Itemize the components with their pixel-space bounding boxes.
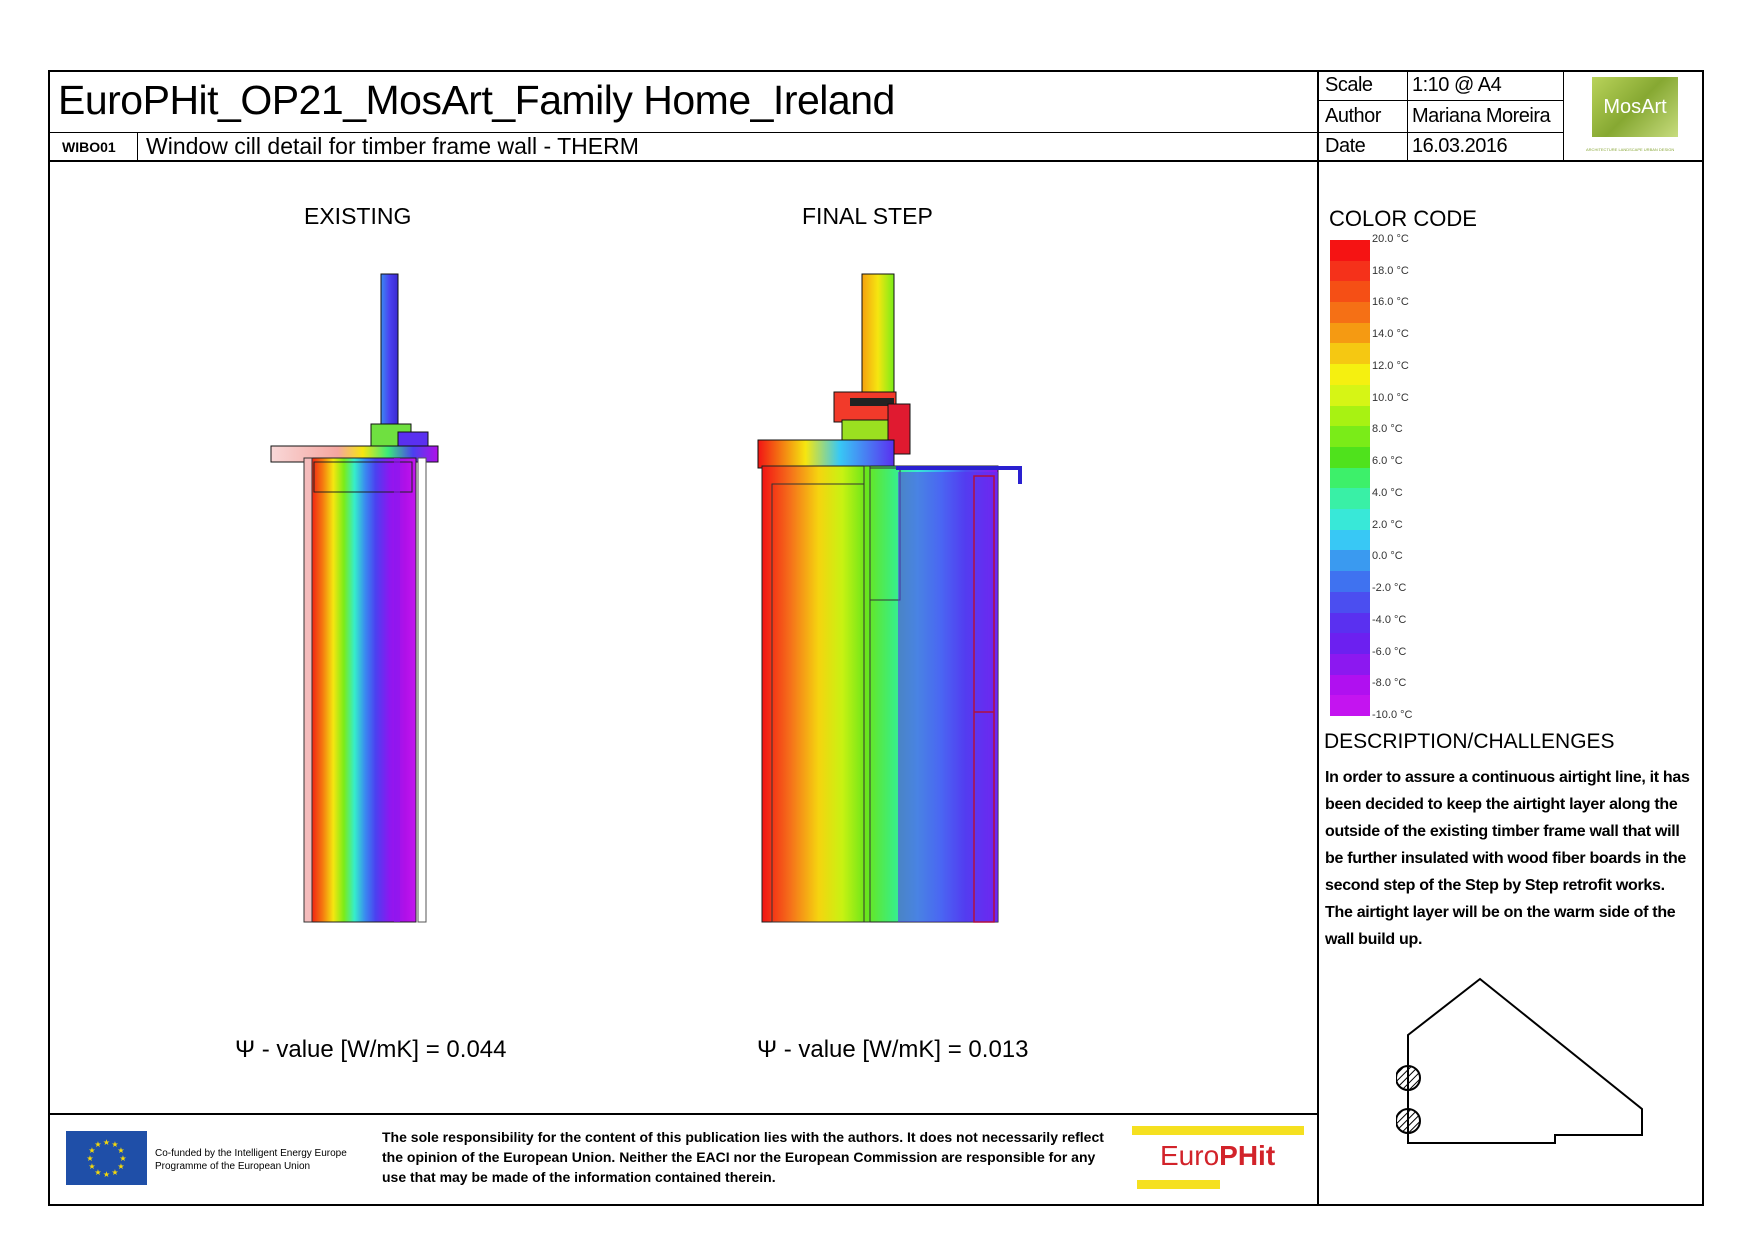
color-scale-band (1330, 343, 1370, 364)
building-key-diagram (1396, 975, 1656, 1180)
svg-text:★: ★ (111, 1140, 119, 1149)
author-value: Mariana Moreira (1412, 105, 1551, 127)
scale-value: 1:10 @ A4 (1412, 74, 1502, 96)
color-scale-band (1330, 550, 1370, 571)
final-step-psi-value: Ψ - value [W/mK] = 0.013 (757, 1036, 1029, 1063)
color-scale-band (1330, 509, 1370, 530)
europhit-bar-top (1132, 1126, 1304, 1135)
color-scale-band (1330, 281, 1370, 302)
scale-label: Scale (1325, 74, 1373, 96)
existing-psi-value: Ψ - value [W/mK] = 0.044 (235, 1036, 507, 1063)
final-step-therm-image (738, 272, 1068, 937)
color-scale-band (1330, 675, 1370, 696)
eu-cofunded-text: Co-funded by the Intelligent Energy Europe Programme of the European Union (155, 1148, 347, 1172)
svg-text:★: ★ (94, 1168, 102, 1177)
color-scale-tick-label: 4.0 °C (1372, 486, 1403, 499)
color-scale-band (1330, 613, 1370, 634)
color-scale-tick-label: 8.0 °C (1372, 423, 1403, 436)
color-code-heading: COLOR CODE (1329, 206, 1477, 231)
existing-therm-image (268, 272, 448, 932)
eu-stars-icon (66, 1131, 147, 1185)
detail-marker-1 (1396, 1066, 1420, 1090)
color-scale-tick-label: -10.0 °C (1372, 709, 1413, 721)
logo-col-line (1563, 70, 1564, 161)
color-scale-bar (1330, 240, 1370, 716)
color-scale-tick-label: 20.0 °C (1372, 233, 1409, 245)
color-scale-tick-label: 18.0 °C (1372, 264, 1409, 277)
color-scale-band (1330, 488, 1370, 509)
meta-row-line-1 (1317, 100, 1563, 101)
disclaimer-text: The sole responsibility for the content of this publication lies with the authors. It does not necessarily reflect the opinion of the European Union. Neither the EACI nor the European Commission are responsible for any use that may be made of the information contained therein. (382, 1129, 1104, 1185)
color-scale-tick-label: 12.0 °C (1372, 359, 1409, 372)
color-scale-band (1330, 695, 1370, 716)
building-outline (1408, 979, 1642, 1143)
svg-text:★: ★ (117, 1146, 125, 1155)
author-label: Author (1325, 105, 1381, 127)
color-scale-tick-label: 16.0 °C (1372, 296, 1409, 309)
color-scale-band (1330, 571, 1370, 592)
final-step-heading: FINAL STEP (802, 203, 933, 229)
color-scale-band (1330, 240, 1370, 261)
code-col-line (137, 132, 138, 161)
color-scale-band (1330, 447, 1370, 468)
color-scale-band (1330, 323, 1370, 344)
color-scale-tick-label: 2.0 °C (1372, 518, 1403, 531)
drawing-code: WIBO01 (62, 139, 116, 155)
meta-row-line-2 (1317, 132, 1563, 133)
color-scale-band (1330, 261, 1370, 282)
color-scale-band (1330, 592, 1370, 613)
color-scale-tick-label: 0.0 °C (1372, 550, 1403, 563)
detail-marker-2 (1396, 1109, 1420, 1133)
color-scale-tick-label: 10.0 °C (1372, 391, 1409, 404)
color-scale-ticks (1372, 233, 1452, 723)
color-scale-tick-label: -6.0 °C (1372, 645, 1407, 658)
meta-col-line (1407, 70, 1408, 161)
color-scale-band (1330, 364, 1370, 385)
footer-top-line (48, 1113, 1318, 1115)
svg-text:★: ★ (119, 1154, 127, 1163)
svg-text:★: ★ (88, 1162, 96, 1171)
color-scale-band (1330, 426, 1370, 447)
svg-text:★: ★ (111, 1168, 119, 1177)
date-label: Date (1325, 135, 1366, 157)
color-scale-tick-label: -2.0 °C (1372, 582, 1407, 595)
date-value: 16.03.2016 (1412, 135, 1508, 157)
mosart-logo: MosArt (1592, 77, 1678, 137)
europhit-bar-bottom (1137, 1180, 1220, 1189)
description-text: In order to assure a continuous airtight line, it has been decided to keep the airtight layer along the outside of the existing timber frame wall that will be further insulated with wood fiber boards in the second step of the Step by Step retrofit works. The airtight layer will be on the warm side of the wall build up. (1325, 769, 1690, 948)
svg-text:★: ★ (86, 1154, 94, 1163)
svg-text:★: ★ (102, 1170, 111, 1179)
svg-text:★: ★ (102, 1138, 111, 1147)
europhit-logo: EuroPHit (1160, 1140, 1276, 1171)
existing-heading: EXISTING (304, 203, 412, 229)
color-scale-tick-label: -8.0 °C (1372, 677, 1407, 690)
color-scale-band (1330, 530, 1370, 551)
svg-text:★: ★ (117, 1162, 125, 1171)
color-scale-tick-label: 14.0 °C (1372, 328, 1409, 341)
right-column-divider (1317, 70, 1319, 1206)
mosart-tagline: ARCHITECTURE LANDSCAPE URBAN DESIGN (1586, 147, 1675, 152)
color-scale-band (1330, 633, 1370, 654)
project-title: EuroPHit_OP21_MosArt_Family Home_Ireland (58, 77, 895, 123)
color-scale-band (1330, 406, 1370, 427)
color-scale-band (1330, 654, 1370, 675)
header-bottom-line (48, 160, 1704, 162)
svg-text:★: ★ (94, 1140, 102, 1149)
color-scale-band (1330, 302, 1370, 323)
svg-text:★: ★ (88, 1146, 96, 1155)
eu-flag (66, 1131, 147, 1185)
color-scale-band (1330, 468, 1370, 489)
color-scale-band (1330, 385, 1370, 406)
color-scale-tick-label: -4.0 °C (1372, 613, 1407, 626)
drawing-title: Window cill detail for timber frame wall - THERM (146, 133, 639, 159)
color-scale-tick-label: 6.0 °C (1372, 455, 1403, 468)
description-heading: DESCRIPTION/CHALLENGES (1324, 730, 1615, 753)
